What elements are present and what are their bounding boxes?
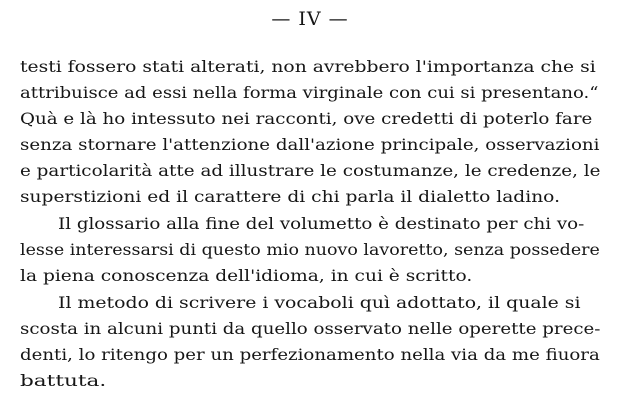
text-line: superstizioni ed il carattere di chi parla il dialetto ladino. bbox=[20, 187, 560, 206]
page-number-header: — IV — bbox=[271, 8, 349, 30]
text-line: scosta in alcuni punti da quello osservato nelle operette prece- bbox=[20, 319, 601, 338]
text-line: Il metodo di scrivere i vocaboli quì adottato, il quale si bbox=[58, 293, 581, 312]
text-line: attribuisce ad essi nella forma virginale con cui si presentano.“ bbox=[20, 83, 599, 102]
text-line: la piena conoscenza dell'idioma, in cui è scritto. bbox=[20, 266, 473, 285]
text-line: Quà e là ho intessuto nei racconti, ove credetti di poterlo fare bbox=[20, 109, 593, 128]
text-line: battuta. bbox=[20, 371, 107, 390]
text-line: e particolarità atte ad illustrare le costumanze, le credenze, le bbox=[20, 161, 601, 180]
text-line: lesse interessarsi di questo mio nuovo lavoretto, senza possedere bbox=[20, 240, 600, 259]
text-line: senza stornare l'attenzione dall'azione principale, osservazioni bbox=[20, 135, 600, 154]
text-line: Il glossario alla fine del volumetto è destinato per chi vo- bbox=[58, 214, 585, 233]
text-line: testi fossero stati alterati, non avrebbero l'importanza che si bbox=[20, 57, 596, 76]
text-line: denti, lo ritengo per un perfezionamento nella via da me fiuora bbox=[20, 345, 600, 364]
